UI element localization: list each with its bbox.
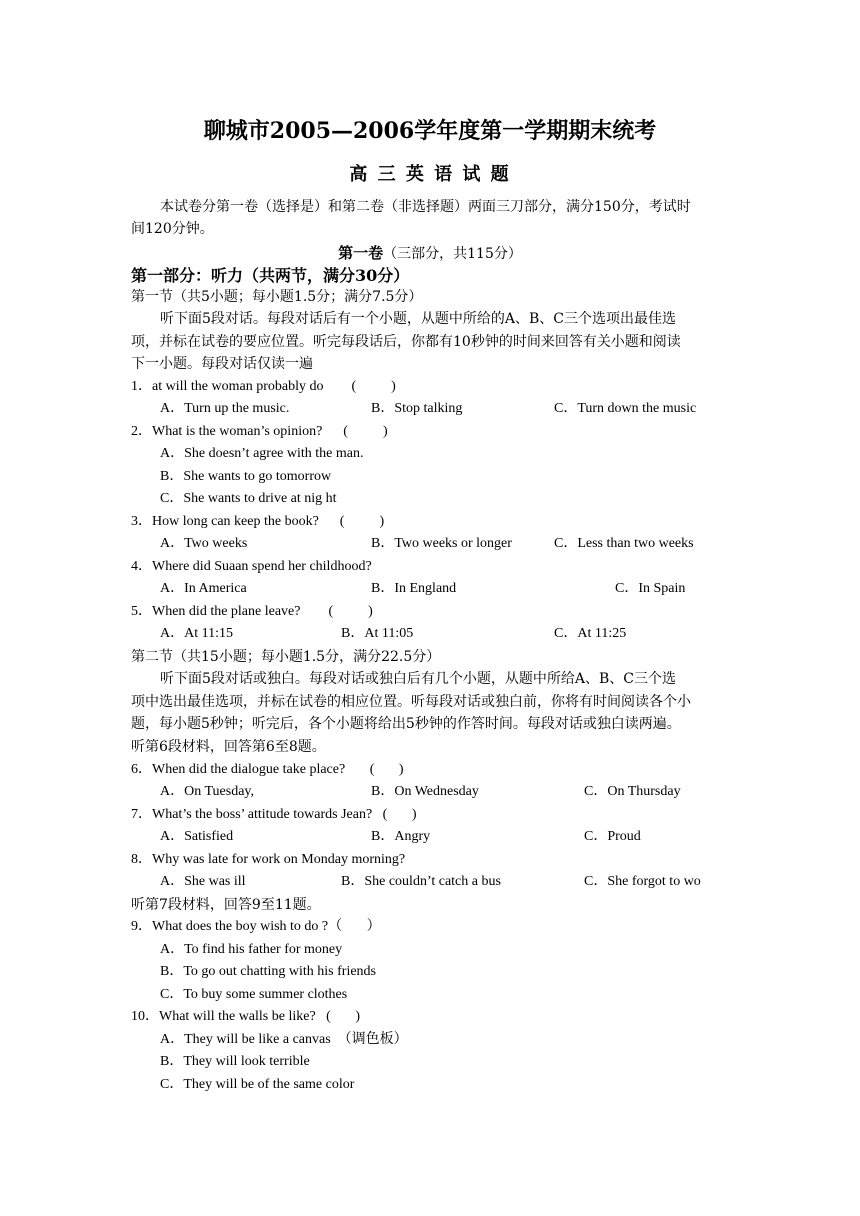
question-4-option-a: A．In America [160, 581, 247, 596]
question-10-option-a: A．They will be like a canvas （调色板） [160, 1032, 408, 1047]
material-6-note: 听第6段材料，回答第6至8题。 [131, 739, 326, 755]
question-6-option-b: B．On Wednesday [371, 784, 479, 799]
question-6-option-a: A．On Tuesday, [160, 784, 254, 799]
page-title: 聊城市2005—2006学年度第一学期期末统考 [203, 118, 657, 144]
section1-title: 第一节（共5小题；每小题1.5分；满分7.5分） [131, 289, 423, 305]
question-10-option-b: B．They will look terrible [160, 1054, 310, 1069]
question-9-option-a: A．To find his father for money [160, 942, 343, 957]
question-10-stem: 10．What will the walls be like? ( ) [131, 1009, 360, 1024]
question-4-option-b: B．In England [371, 581, 457, 596]
question-1-stem: 1．at will the woman probably do ( ) [131, 379, 396, 394]
question-5-option-a: A．At 11:15 [160, 626, 233, 641]
question-2-option-a: A．She doesn’t agree with the man. [160, 446, 364, 461]
question-2-stem: 2．What is the woman’s opinion? ( ) [131, 424, 388, 439]
material-7-note: 听第7段材料，回答9至11题。 [131, 897, 321, 913]
question-5-stem: 5．When did the plane leave? ( ) [131, 604, 373, 619]
question-4-option-c: C．In Spain [615, 581, 686, 596]
question-3-option-b: B．Two weeks or longer [371, 536, 512, 551]
section2-instructions-2: 项中选出最佳选项，并标在试卷的相应位置。听每段对话或独白前，你将有时间阅读各个小 [131, 694, 691, 710]
question-3-option-c: C．Less than two weeks [554, 536, 694, 551]
question-9-stem: 9．What does the boy wish to do ?（ ） [131, 919, 381, 934]
question-6-option-c: C．On Thursday [584, 784, 681, 799]
section2-instructions-3: 题，每小题5秒钟；听完后，各个小题将给出5秒钟的作答时间。每段对话或独白读两遍。 [131, 716, 681, 732]
intro-line-1: 本试卷分第一卷（选择是）和第二卷（非选择题）两面三刀部分，满分150分，考试时 [160, 199, 691, 215]
section1-instructions-1: 听下面5段对话。每段对话后有一个小题，从题中所给的A、B、C三个选项出最佳选 [160, 311, 677, 327]
question-8-stem: 8．Why was late for work on Monday morning? [131, 852, 406, 867]
question-1-option-a: A．Turn up the music. [160, 401, 290, 416]
part1-heading: 第一部分：听力（共两节，满分30分） [131, 266, 410, 285]
question-3-option-a: A．Two weeks [160, 536, 248, 551]
question-8-option-b: B．She couldn’t catch a bus [341, 874, 501, 889]
question-9-option-b: B．To go out chatting with his friends [160, 964, 377, 979]
question-10-option-c: C．They will be of the same color [160, 1077, 355, 1092]
intro-line-2: 间120分钟。 [131, 221, 214, 237]
question-1-option-b: B．Stop talking [371, 401, 463, 416]
question-9-option-c: C．To buy some summer clothes [160, 987, 348, 1002]
question-3-stem: 3．How long can keep the book? ( ) [131, 514, 385, 529]
question-8-option-a: A．She was ill [160, 874, 246, 889]
question-6-stem: 6．When did the dialogue take place? ( ) [131, 762, 404, 777]
section1-instructions-3: 下一小题。每段对话仅读一遍 [131, 356, 313, 372]
question-7-option-a: A．Satisfied [160, 829, 234, 844]
question-7-option-c: C．Proud [584, 829, 641, 844]
question-5-option-c: C．At 11:25 [554, 626, 627, 641]
question-4-stem: 4．Where did Suaan spend her childhood? [131, 559, 372, 574]
question-7-stem: 7．What’s the boss’ attitude towards Jean? ( ) [131, 807, 417, 822]
question-2-option-c: C．She wants to drive at nig ht [160, 491, 337, 506]
section2-title: 第二节（共15小题；每小题1.5分，满分22.5分） [131, 649, 441, 665]
volume-note: （三部分，共115分） [383, 246, 522, 262]
section1-instructions-2: 项，并标在试卷的要应位置。听完每段话后，你都有10秒钟的时间来回答有关小题和阅读 [131, 334, 681, 350]
volume-heading [0, 242, 860, 263]
question-1-option-c: C．Turn down the music [554, 401, 697, 416]
page-subtitle: 高 三 英 语 试 题 [349, 164, 511, 185]
question-7-option-b: B．Angry [371, 829, 431, 844]
section2-instructions-1: 听下面5段对话或独白。每段对话或独白后有几个小题，从题中所给A、B、C三个选 [160, 671, 677, 687]
question-5-option-b: B．At 11:05 [341, 626, 414, 641]
question-8-option-c: C．She forgot to wo [584, 874, 701, 889]
volume-title: 第一卷 [338, 244, 384, 262]
question-2-option-b: B．She wants to go tomorrow [160, 469, 332, 484]
